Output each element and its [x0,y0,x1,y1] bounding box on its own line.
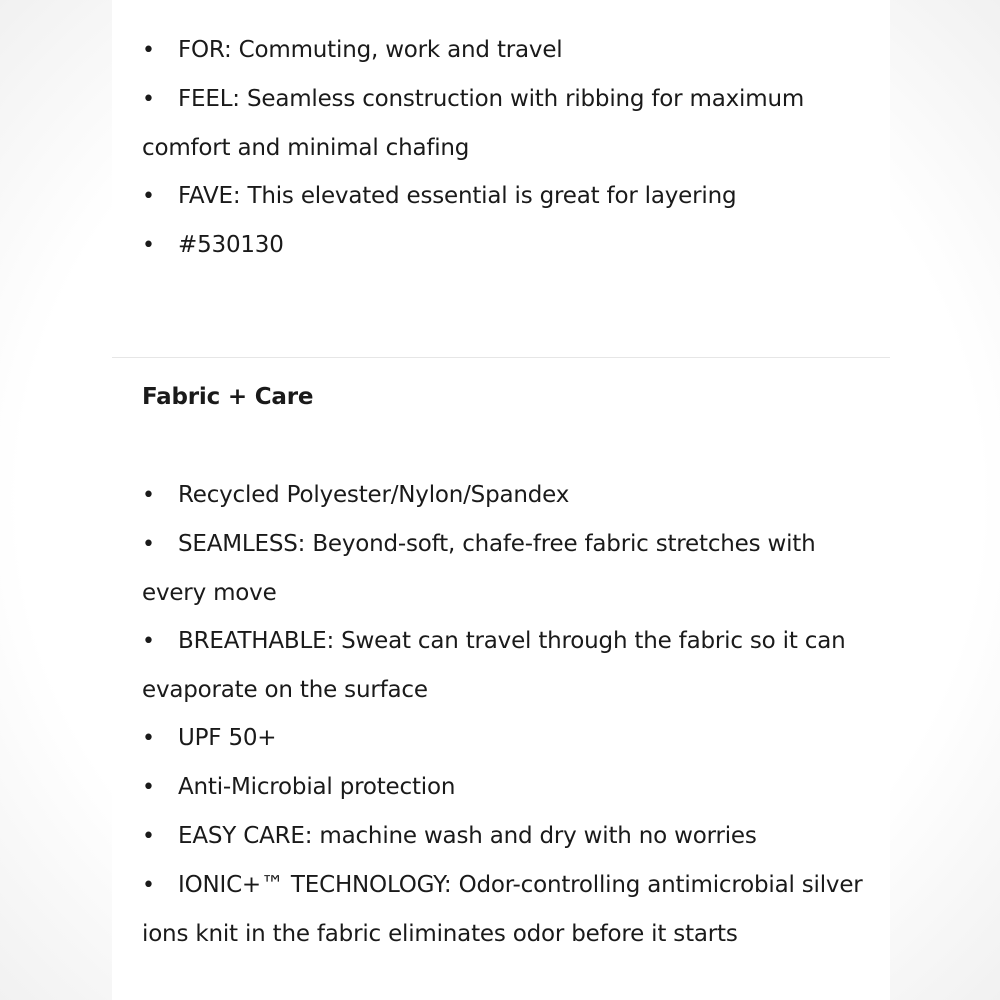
list-item-text: #530130 [178,232,284,258]
list-item [142,471,872,520]
list-item [142,75,872,172]
bullet-icon: • [142,873,155,898]
list-item-text: SEAMLESS: Beyond-soft, chafe-free fabric stretches with every move [142,531,816,606]
bullet-icon: • [142,824,155,849]
list-item [142,172,872,221]
bullet-icon: • [142,775,155,800]
product-details-card [112,0,890,1000]
list-item-text: FEEL: Seamless construction with ribbing for maximum comfort and minimal chafing [142,86,805,161]
bullet-icon: • [142,233,155,258]
list-item-text: BREATHABLE: Sweat can travel through the fabric so it can evaporate on the surface [142,628,846,703]
fabric-care-section [142,471,872,958]
bullet-icon: • [142,726,155,751]
list-item-text: Anti-Microbial protection [178,774,456,800]
list-item [142,861,872,958]
bullet-icon: • [142,532,155,557]
list-item [142,812,872,861]
list-item-text: IONIC+™ TECHNOLOGY: Odor-controlling antimicrobial silver ions knit in the fabric eliminates odor before it starts [142,872,863,947]
list-item [142,520,872,617]
features-section [142,26,872,270]
bullet-icon: • [142,38,155,63]
list-item-text: EASY CARE: machine wash and dry with no worries [178,823,757,849]
list-item-text: Recycled Polyester/Nylon/Spandex [178,482,570,508]
fabric-care-heading: Fabric + Care [142,384,314,410]
list-item [142,617,872,714]
section-divider [112,357,890,358]
list-item-text: FOR: Commuting, work and travel [178,37,563,63]
list-item [142,714,872,763]
bullet-icon: • [142,184,155,209]
fabric-care-list [142,471,872,958]
bullet-icon: • [142,629,155,654]
list-item [142,26,872,75]
list-item-text: FAVE: This elevated essential is great for layering [178,183,737,209]
list-item [142,221,872,270]
list-item [142,763,872,812]
features-list [142,26,872,270]
bullet-icon: • [142,483,155,508]
bullet-icon: • [142,87,155,112]
list-item-text: UPF 50+ [178,725,277,751]
